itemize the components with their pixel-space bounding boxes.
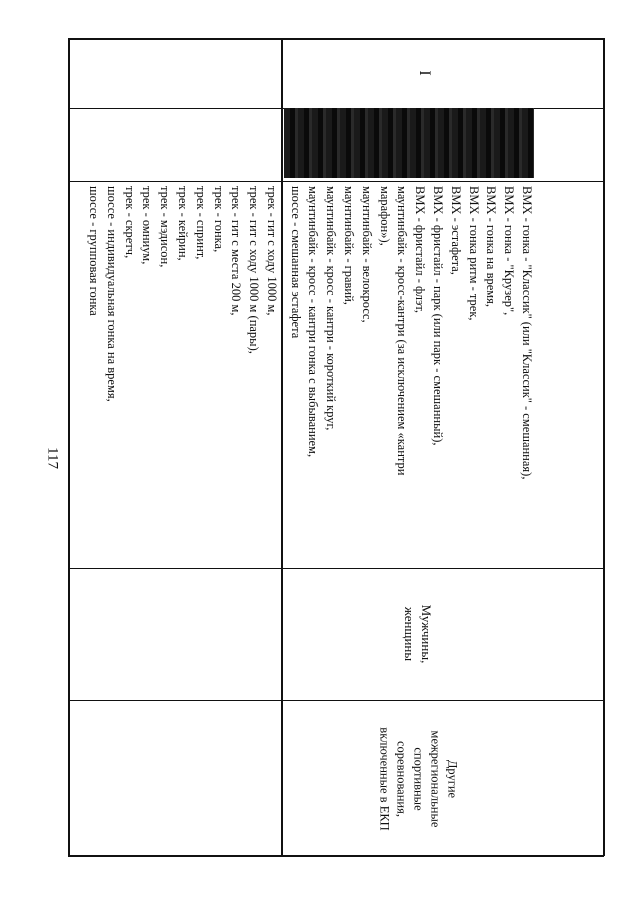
redacted-block [284, 108, 534, 178]
row2-category [376, 727, 461, 830]
category-line: Другие [445, 759, 460, 799]
category-line: соревнования, [394, 741, 409, 817]
discipline-line: BMX - эстафета, [448, 186, 463, 275]
discipline-line: маунтинбайк - кросс - кантри гонка с выбыванием, [306, 186, 321, 458]
table-border-right [603, 38, 605, 856]
row2-value: I [416, 70, 433, 76]
col-divider-3 [68, 181, 604, 182]
discipline-line: марафон»), [377, 186, 392, 246]
discipline-line: маунтинбайк - кросс-кантри (за исключением «кантри [395, 186, 410, 476]
row-divider [281, 38, 283, 856]
discipline-line: маунтинбайк - гравий, [342, 186, 357, 305]
discipline-line: шоссе - групповая гонка [87, 186, 102, 316]
discipline-line: BMX - фристайл - флэт, [413, 186, 428, 314]
discipline-line: BMX - гонка ритм - трек, [466, 186, 481, 321]
gender-line: Мужчины, [419, 604, 434, 664]
discipline-line: трек - гит с ходу 1000 м, [265, 186, 279, 316]
discipline-line: трек - гит с места 200 м, [229, 186, 244, 316]
discipline-line: BMX - гонка - "Крузер", [502, 186, 517, 316]
page-number: 117 [44, 447, 61, 469]
table-border-top [68, 38, 604, 40]
discipline-line: трек - скретч, [122, 186, 137, 259]
row1-disciplines [66, 186, 280, 571]
discipline-line: BMX - гонка на время, [484, 186, 499, 308]
discipline-line: маунтинбайк - кросс - кантри - короткий круг, [324, 186, 339, 431]
discipline-line: трек - мэдисон, [158, 186, 173, 268]
discipline-line: трек - гонка, [211, 186, 226, 253]
discipline-line: трек - омниум, [140, 186, 155, 265]
discipline-line: трек - гит с ходу 1000 м (пары), [247, 186, 262, 354]
discipline-line: маунтинбайк - велокросс, [359, 186, 374, 323]
category-line: спортивные [411, 747, 426, 811]
col-divider-1 [68, 700, 604, 701]
discipline-line: шоссе - индивидуальная гонка на время, [104, 186, 119, 402]
table-border-bottom [68, 855, 604, 857]
category-line: межрегиональные [428, 730, 443, 828]
row2-disciplines [286, 186, 535, 571]
discipline-line [66, 186, 84, 571]
gender-line: женщины [402, 606, 417, 662]
row2-gender [401, 605, 435, 664]
discipline-line: BMX - гонка - "Классик" (или "Классик" - смешанная), [520, 186, 534, 480]
discipline-line: трек - спринт, [193, 186, 208, 260]
discipline-line: трек - кейрин, [176, 186, 191, 261]
discipline-line: шоссе - смешанная эстафета [288, 186, 303, 339]
discipline-line: BMX - фристайл - парк (или парк - смешанный), [431, 186, 446, 446]
category-line: включенные в ЕКП [377, 727, 392, 831]
